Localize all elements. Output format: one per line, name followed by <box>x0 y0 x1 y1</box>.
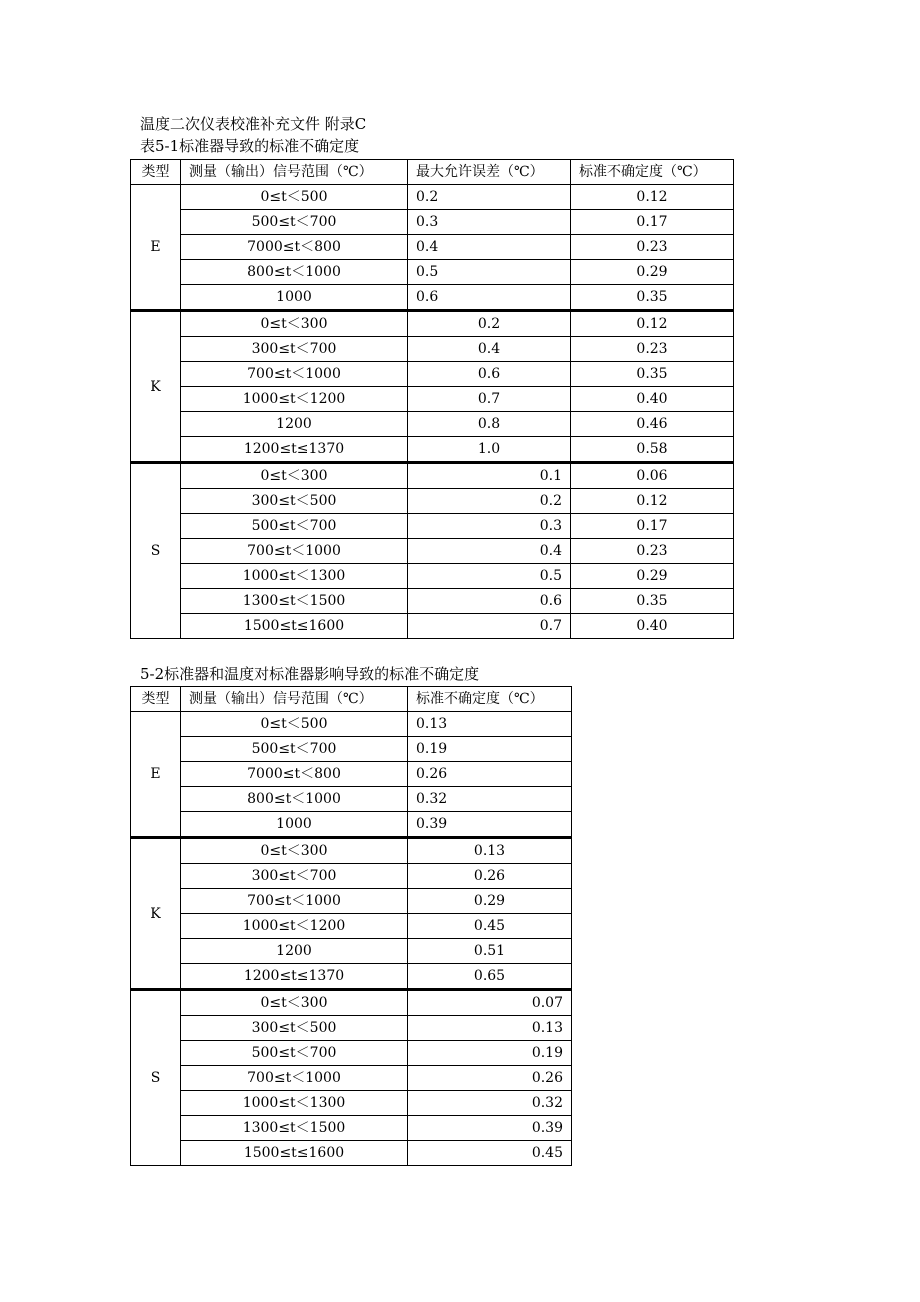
table-group <box>131 838 572 990</box>
table-row <box>131 712 572 737</box>
uncertainty-cell: 0.45 <box>408 914 572 939</box>
uncertainty-cell: 0.17 <box>571 210 734 235</box>
max-error-cell: 0.7 <box>408 387 571 412</box>
max-error-cell: 0.6 <box>408 362 571 387</box>
table-row <box>131 311 734 337</box>
max-error-cell: 0.2 <box>408 489 571 514</box>
range-cell: 1200≤t≤1370 <box>181 964 408 990</box>
max-error-cell: 0.6 <box>408 285 571 311</box>
type-cell: K <box>131 838 181 990</box>
uncertainty-cell: 0.39 <box>408 1116 572 1141</box>
document-title: 温度二次仪表校准补充文件 附录C <box>140 115 367 133</box>
max-error-cell: 0.5 <box>408 260 571 285</box>
table-header-row <box>131 160 734 185</box>
uncertainty-cell: 0.32 <box>408 1091 572 1116</box>
range-cell: 1200 <box>181 939 408 964</box>
type-cell: S <box>131 990 181 1166</box>
range-cell: 7000≤t＜800 <box>181 762 408 787</box>
table-row <box>131 1116 572 1141</box>
table-row <box>131 737 572 762</box>
header-standard-uncertainty: 标准不确定度（℃） <box>571 160 734 185</box>
max-error-cell: 0.4 <box>408 539 571 564</box>
uncertainty-cell: 0.40 <box>571 387 734 412</box>
range-cell: 700≤t＜1000 <box>181 1066 408 1091</box>
uncertainty-cell: 0.40 <box>571 614 734 639</box>
uncertainty-cell: 0.35 <box>571 362 734 387</box>
range-cell: 300≤t＜500 <box>181 489 408 514</box>
max-error-cell: 0.3 <box>408 514 571 539</box>
table-5-1-caption: 表5-1标准器导致的标准不确定度 <box>140 137 360 155</box>
range-cell: 700≤t＜1000 <box>181 889 408 914</box>
uncertainty-cell: 0.29 <box>408 889 572 914</box>
header-range: 测量（输出）信号范围（℃） <box>181 687 408 712</box>
table-group <box>131 463 734 639</box>
uncertainty-cell: 0.13 <box>408 712 572 737</box>
uncertainty-cell: 0.12 <box>571 311 734 337</box>
uncertainty-cell: 0.12 <box>571 489 734 514</box>
uncertainty-cell: 0.35 <box>571 589 734 614</box>
max-error-cell: 0.4 <box>408 235 571 260</box>
table-5-2-body <box>131 712 572 838</box>
table-5-2-caption: 5-2标准器和温度对标准器影响导致的标准不确定度 <box>140 665 480 683</box>
table-row <box>131 787 572 812</box>
range-cell: 500≤t＜700 <box>181 210 408 235</box>
type-cell: E <box>131 185 181 311</box>
range-cell: 1500≤t≤1600 <box>181 1141 408 1166</box>
table-row <box>131 362 734 387</box>
uncertainty-cell: 0.65 <box>408 964 572 990</box>
range-cell: 300≤t＜700 <box>181 337 408 362</box>
header-range: 测量（输出）信号范围（℃） <box>181 160 408 185</box>
table-row <box>131 914 572 939</box>
table-row <box>131 463 734 489</box>
range-cell: 0≤t＜300 <box>181 990 408 1016</box>
table-row <box>131 990 572 1016</box>
range-cell: 0≤t＜500 <box>181 185 408 210</box>
table-row <box>131 964 572 990</box>
max-error-cell: 0.7 <box>408 614 571 639</box>
table-row <box>131 387 734 412</box>
table-row <box>131 489 734 514</box>
range-cell: 0≤t＜300 <box>181 838 408 864</box>
uncertainty-cell: 0.39 <box>408 812 572 838</box>
range-cell: 500≤t＜700 <box>181 737 408 762</box>
uncertainty-cell: 0.06 <box>571 463 734 489</box>
table-row <box>131 412 734 437</box>
uncertainty-cell: 0.58 <box>571 437 734 463</box>
uncertainty-cell: 0.32 <box>408 787 572 812</box>
uncertainty-cell: 0.29 <box>571 260 734 285</box>
table-row <box>131 337 734 362</box>
table-row <box>131 864 572 889</box>
uncertainty-cell: 0.35 <box>571 285 734 311</box>
range-cell: 1000≤t＜1200 <box>181 914 408 939</box>
uncertainty-cell: 0.07 <box>408 990 572 1016</box>
uncertainty-cell: 0.13 <box>408 838 572 864</box>
table-row <box>131 838 572 864</box>
table-row <box>131 235 734 260</box>
range-cell: 0≤t＜300 <box>181 311 408 337</box>
table-row <box>131 762 572 787</box>
range-cell: 300≤t＜700 <box>181 864 408 889</box>
range-cell: 500≤t＜700 <box>181 1041 408 1066</box>
uncertainty-cell: 0.45 <box>408 1141 572 1166</box>
table-row <box>131 539 734 564</box>
max-error-cell: 0.2 <box>408 185 571 210</box>
table-row <box>131 285 734 311</box>
uncertainty-cell: 0.19 <box>408 1041 572 1066</box>
table-5-2 <box>130 686 572 1166</box>
table-row <box>131 1016 572 1041</box>
range-cell: 0≤t＜300 <box>181 463 408 489</box>
header-standard-uncertainty: 标准不确定度（℃） <box>408 687 572 712</box>
range-cell: 1200≤t≤1370 <box>181 437 408 463</box>
table-row <box>131 564 734 589</box>
uncertainty-cell: 0.23 <box>571 337 734 362</box>
table-header-row <box>131 687 572 712</box>
max-error-cell: 0.1 <box>408 463 571 489</box>
table-row <box>131 514 734 539</box>
range-cell: 700≤t＜1000 <box>181 539 408 564</box>
max-error-cell: 0.4 <box>408 337 571 362</box>
table-row <box>131 1141 572 1166</box>
uncertainty-cell: 0.51 <box>408 939 572 964</box>
table-row <box>131 437 734 463</box>
uncertainty-cell: 0.46 <box>571 412 734 437</box>
max-error-cell: 0.6 <box>408 589 571 614</box>
range-cell: 1300≤t＜1500 <box>181 589 408 614</box>
range-cell: 1000≤t＜1300 <box>181 1091 408 1116</box>
range-cell: 7000≤t＜800 <box>181 235 408 260</box>
uncertainty-cell: 0.13 <box>408 1016 572 1041</box>
header-type: 类型 <box>131 160 181 185</box>
uncertainty-cell: 0.19 <box>408 737 572 762</box>
max-error-cell: 0.2 <box>408 311 571 337</box>
range-cell: 800≤t＜1000 <box>181 260 408 285</box>
table-row <box>131 1091 572 1116</box>
table-row <box>131 1066 572 1091</box>
range-cell: 700≤t＜1000 <box>181 362 408 387</box>
table-5-1 <box>130 159 734 639</box>
range-cell: 1000≤t＜1200 <box>181 387 408 412</box>
table-row <box>131 812 572 838</box>
uncertainty-cell: 0.23 <box>571 235 734 260</box>
table-row <box>131 260 734 285</box>
header-max-permissible-error: 最大允许误差（℃） <box>408 160 571 185</box>
table-row <box>131 1041 572 1066</box>
table-row <box>131 939 572 964</box>
table-row <box>131 210 734 235</box>
range-cell: 1000 <box>181 285 408 311</box>
table-row <box>131 185 734 210</box>
max-error-cell: 0.8 <box>408 412 571 437</box>
max-error-cell: 1.0 <box>408 437 571 463</box>
table-group <box>131 311 734 463</box>
range-cell: 800≤t＜1000 <box>181 787 408 812</box>
uncertainty-cell: 0.26 <box>408 762 572 787</box>
table-5-1-body <box>131 185 734 311</box>
header-type: 类型 <box>131 687 181 712</box>
type-cell: S <box>131 463 181 639</box>
max-error-cell: 0.3 <box>408 210 571 235</box>
table-group <box>131 990 572 1166</box>
uncertainty-cell: 0.23 <box>571 539 734 564</box>
table-row <box>131 589 734 614</box>
table-row <box>131 889 572 914</box>
range-cell: 1500≤t≤1600 <box>181 614 408 639</box>
range-cell: 1200 <box>181 412 408 437</box>
type-cell: K <box>131 311 181 463</box>
table-row <box>131 614 734 639</box>
max-error-cell: 0.5 <box>408 564 571 589</box>
uncertainty-cell: 0.26 <box>408 864 572 889</box>
range-cell: 1000 <box>181 812 408 838</box>
range-cell: 500≤t＜700 <box>181 514 408 539</box>
range-cell: 0≤t＜500 <box>181 712 408 737</box>
range-cell: 300≤t＜500 <box>181 1016 408 1041</box>
uncertainty-cell: 0.12 <box>571 185 734 210</box>
uncertainty-cell: 0.26 <box>408 1066 572 1091</box>
uncertainty-cell: 0.29 <box>571 564 734 589</box>
range-cell: 1000≤t＜1300 <box>181 564 408 589</box>
type-cell: E <box>131 712 181 838</box>
uncertainty-cell: 0.17 <box>571 514 734 539</box>
range-cell: 1300≤t＜1500 <box>181 1116 408 1141</box>
